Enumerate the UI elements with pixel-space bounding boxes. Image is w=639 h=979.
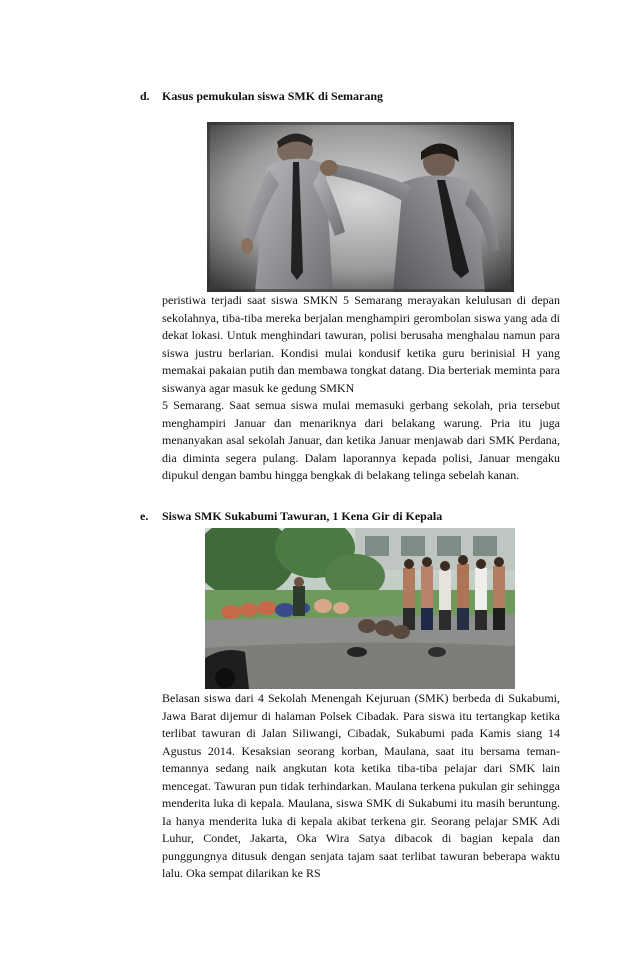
section-d-title: Kasus pemukulan siswa SMK di Semarang [162,89,384,103]
fight-photo-illustration [207,122,514,292]
section-d-paragraph-part-2: 5 Semarang. Saat semua siswa mulai memasuki gerbang sekolah, pria tersebut menghampiri Januar dan menariknya dari belakang warung. Pria itu juga menanyakan asal sekolah Januar, dan ketika Januar menjawab dari SMK Perdana, dia diminta segera pulang. Dalam laporannya kepada polisi, Januar mengaku dipukul dengan bambu hingga bengkak di belakang telinga sebelah kanan. [162,398,560,482]
section-e-paragraph-text: Belasan siswa dari 4 Sekolah Menengah Kejuruan (SMK) berbeda di Sukabumi, Jawa Barat dijemur di halaman Polsek Cibadak. Para siswa itu tertangkap ketika terlibat tawuran di Jalan Siliwangi, Cibadak, Sukabumi pada Kamis siang 14 Agustus 2014. Kesaksian seorang korban, Maulana, saat itu bersama teman-temannya sedang naik angkutan kota ketika tiba-tiba pelajar dari SMK lain mencegat. Tawuran pun tidak terhindarkan. Maulana terkena pukulan gir sehingga menderita luka di kepala. Maulana, siswa SMK di Sukabumi itu masih beruntung. Ia hanya menderita luka di kepala akibat terkena gir. Seorang pelajar SMK Adi Luhur, Condet, Jakarta, Oka Wira Satya dibacok di bagian kepala dan punggungnya ditusuk dengan senjata tajam saat terlibat tawuran beberapa waktu lalu. Oka sempat dilarikan ke RS [162,691,560,880]
section-e-title: Siswa SMK Sukabumi Tawuran, 1 Kena Gir di Kepala [162,509,443,523]
section-d-paragraph-part-1: peristiwa terjadi saat siswa SMKN 5 Semarang merayakan kelulusan di depan sekolahnya, tiba-tiba mereka berjalan menghampiri gerombolan siswa yang ada di dekat lokasi. Untuk menghindari tawuran, polisi berusaha menghalau namun para siswa justru berlarian. Kondisi mulai kondusif ketika guru berinisial H yang memakai pakaian putih dan membawa tongkat datang. Dia berteriak meminta para siswanya agar masuk ke gedung SMKN [162,293,560,395]
section-d-photo [207,122,514,292]
yard-photo-illustration [205,528,515,689]
section-e-photo [205,528,515,689]
section-e-letter: e. [140,509,149,523]
section-e-paragraph [162,690,560,883]
section-d-paragraph [162,292,560,485]
section-d-letter: d. [140,89,150,103]
